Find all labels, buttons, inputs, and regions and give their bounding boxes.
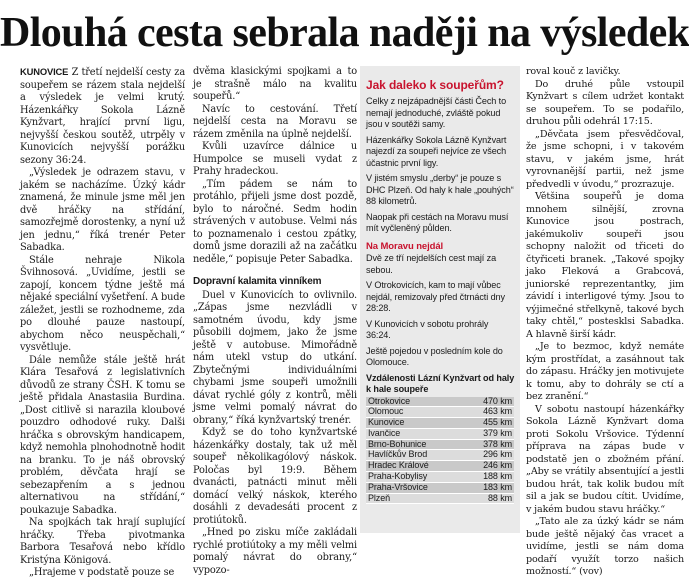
distance-table [366, 397, 514, 505]
distance-value: 378 km [464, 439, 514, 450]
info-box-paragraph: V jistém smyslu „derby“ je pouze s DHC Plzeň. Od haly k hale „pouhých“ 88 kilometrů. [366, 173, 514, 206]
team-name: Ivančice [366, 428, 464, 439]
paragraph: Většina soupeřů je doma mnohem silnější, zrovna Kunovice jsou postrach, jakémukoliv soupeři jsou schopny naložit od třiceti do čtyřiceti branek. „Takové spojky jako Fleková a Grabcová, juniorské reprezentantky, jim závidí i interligové týmy. Jsou to výjimečné střelkyně, takové bych taky chtěl,“ postesklsi Sabadka. A hlavně širší kádr. [526, 191, 684, 340]
paragraph: „Hned po zisku míče zakládali rychlé protiútoky a my měli velmi pomalý návrat do obrany,“ vypozo- [193, 527, 357, 576]
distance-value: 183 km [464, 482, 514, 493]
paragraph: Když se do toho kynžvartské házenkářky dostaly, tak už měl soupeř několikagólový náskok. Poločas byl 19:9. Během dvanácti, patnácti minut měli domácí velký náskok, kterého dosáhli z devadesáti procent z protiútoků. [193, 427, 357, 526]
headline: Dlouhá cesta sebrala naději na výsledek [0, 10, 689, 56]
team-name: Brno-Bohunice [366, 439, 464, 450]
info-box-subtitle: Na Moravu nejdál [366, 240, 444, 252]
info-box-paragraph: V Kunovicích v sobotu prohrály 36:24. [366, 318, 489, 340]
team-name: Olomouc [366, 407, 464, 418]
dateline: KUNOVICE [20, 66, 69, 77]
distance-value: 88 km [464, 493, 514, 504]
paragraph: „Tím pádem se nám to protáhlo, přijeli jsme dost pozdě, bylo to náročné. Sedm hodin strávených v autobuse. Velmi nás to poznamenalo i cestou zpátky, domů jsme dorazili až na začátku neděle,“ popisuje Peter Sabadka. [193, 178, 357, 265]
article-column-4 [526, 66, 684, 577]
paragraph: „Tato ale za úzký kádr se nám bude ještě nějaký čas vracet a uvidíme, jestli se nám doma podaří využít torzo našich možností.“ (vov) [526, 516, 684, 577]
table-row [366, 450, 514, 461]
table-row [366, 472, 514, 483]
table-row [366, 493, 514, 504]
distance-value: 463 km [464, 407, 514, 418]
paragraph: Kvůli uzavírce dálnice u Humpolce se museli vydat z Prahy hradeckou. [193, 141, 357, 177]
info-box-paragraph: Naopak při cestách na Moravu musí mít vyčleněný půlden. [366, 211, 509, 233]
team-name: Hradec Králové [366, 461, 464, 472]
article-column-2 [193, 66, 357, 576]
paragraph: „Je to bezmoc, když nemáte kým prostřídat, a zasáhnout tak do zápasu. Hráčky jen motivujete k tomu, aby to dohrály se ctí a bez zranění.“ [526, 341, 684, 402]
paragraph: „Hrajeme v podstatě pouze se [29, 567, 175, 578]
distance-value: 188 km [464, 472, 514, 483]
info-box-paragraph: V Otrokovicích, kam to mají vůbec nejdál, remizovaly před čtrnácti dny 28:28. [366, 280, 505, 313]
paragraph: Duel v Kunovicích to ovlivnilo. „Zápas jsme nezvládli v samotném úvodu, kdy jsme působili dojmem, jako že jsme ještě v autobuse. Mimořádně nám utekl vstup do utkání. Zbytečnými individuálními chybami jsme soupeři umožnili dávat rychlé góly z kontrů, měli jsme velmi pomalý návrat do obrany,“ říká kynžvartský trenér. [193, 289, 357, 426]
paragraph: „Děvčata jsem přesvědčoval, že jsme schopni, i v takovém stavu, v jakém jsme, hrát vyrovnanější partii, než jsme předvedli v úvodu,“ prozrazuje. [526, 128, 684, 190]
info-box [360, 66, 520, 533]
info-box-paragraph: Ještě pojedou v posledním kole do Olomouce. [366, 345, 503, 367]
section-subheading: Dopravní kalamita vinníkem [193, 276, 322, 287]
paragraph: dvěma klasickými spojkami a to je strašně málo na kvalitu soupeřů.“ [193, 66, 357, 102]
lead-paragraph: KUNOVICE Z třetí nejdelší cesty za soupeřem se rázem stala nejdelší a výsledek je velmi krutý. Házenkářky Sokola Lázně Kynžvart, hrající první ligu, nejvyšší českou soutěž, utrpěly v Kunovicích nejvyšší porážku sezony 36:24. [20, 66, 186, 166]
table-row [366, 428, 514, 439]
info-box-paragraph: Dvě ze tří nejdelších cest mají za sebou. [366, 253, 497, 275]
paragraph: Stále nehraje Nikola Švihnosová. „Uvidíme, jestli se zapojí, koncem týdne ještě má nějaké speciální vyšetření. A bude záležet, jestli se rozhodneme, zda po dlouhé pauze nastoupí, abychom něco neuspěchali,“ vysvětluje. [20, 254, 185, 353]
distance-value: 379 km [464, 428, 514, 439]
table-row [366, 439, 514, 450]
distance-value: 296 km [464, 450, 514, 461]
info-box-paragraph: Házenkářky Sokola Lázně Kynžvart najezdí za soupeři nejvíce ze všech účastnic první ligy. [366, 134, 507, 168]
paragraph: Navíc to cestování. Třetí nejdelší cesta na Moravu se rázem změnila na úplně nejdelší. [193, 103, 357, 140]
table-row [366, 461, 514, 472]
distance-value: 246 km [464, 461, 514, 472]
table-row [366, 482, 514, 493]
team-name: Kunovice [366, 418, 464, 429]
paragraph: V sobotu nastoupí házenkářky Sokola Lázně Kynžvart doma proti Sokolu Vršovice. Týdenní příprava na zápas bude v podstatě jen o zbožném přání. „Aby se vrátily absentující a jestli budou hrát, tak kolik budou mít sil a jak se budou cítit. Uvidíme, v jakém budou stavu hráčky.“ [526, 403, 684, 515]
distance-value: 455 km [464, 418, 514, 429]
table-row [366, 418, 514, 429]
table-row [366, 397, 514, 407]
paragraph: roval kouč z lavičky. [526, 66, 621, 77]
info-box-paragraph: Celky z nejzápadnější části Čech to nemají jednoduché, zvláště pokud jsou v soutěži samy. [366, 96, 507, 129]
team-name: Plzeň [366, 493, 464, 504]
paragraph: Na spojkách tak hrají suplující hráčky. Třeba pivotmanka Barbora Tesařová nebo křídlo Kristýna Königová. [20, 517, 185, 566]
team-name: Praha-Vršovice [366, 482, 464, 493]
distance-table-title: Vzdálenosti Lázní Kynžvart od haly k hale soupeře [366, 372, 515, 394]
info-box-title: Jak daleko k soupeřům? [366, 78, 504, 92]
team-name: Havlíčkův Brod [366, 450, 464, 461]
paragraph: „Výsledek je odrazem stavu, v jakém se nacházíme. Úzký kádr znamená, že minule jsme měl jen dvě hráčky na střídání, samozřejmě dorostenky, a nyní už jen jednu,“ říká trenér Peter Sabadka. [20, 167, 185, 253]
team-name: Praha-Kobylisy [366, 472, 464, 483]
paragraph: Dále nemůže stále ještě hrát Klára Tesařová z legislativních důvodů ze strany ČSH. K tomu se ještě přidala Anastasiia Burdina. „Dost citlivě si narazila kloubové pouzdro odhodové ruky. Dalši hráčka s obrovským handicapem, když nemohla plnohodnotně hodit na branku. To je náš obrovský problém, děvčata hrají se sebezapřením a s jednou alternativou na střídání,“ poukazuje Sabadka. [20, 354, 185, 516]
paragraph: Do druhé půle vstoupil Kynžvart s cílem udržet kontakt se soupeřem. To se podařilo, druhou půli odehrál 17:15. [526, 78, 684, 127]
distance-value: 470 km [464, 397, 514, 407]
table-row [366, 407, 514, 418]
article-column-1 [20, 66, 186, 578]
team-name: Otrokovice [366, 397, 464, 407]
